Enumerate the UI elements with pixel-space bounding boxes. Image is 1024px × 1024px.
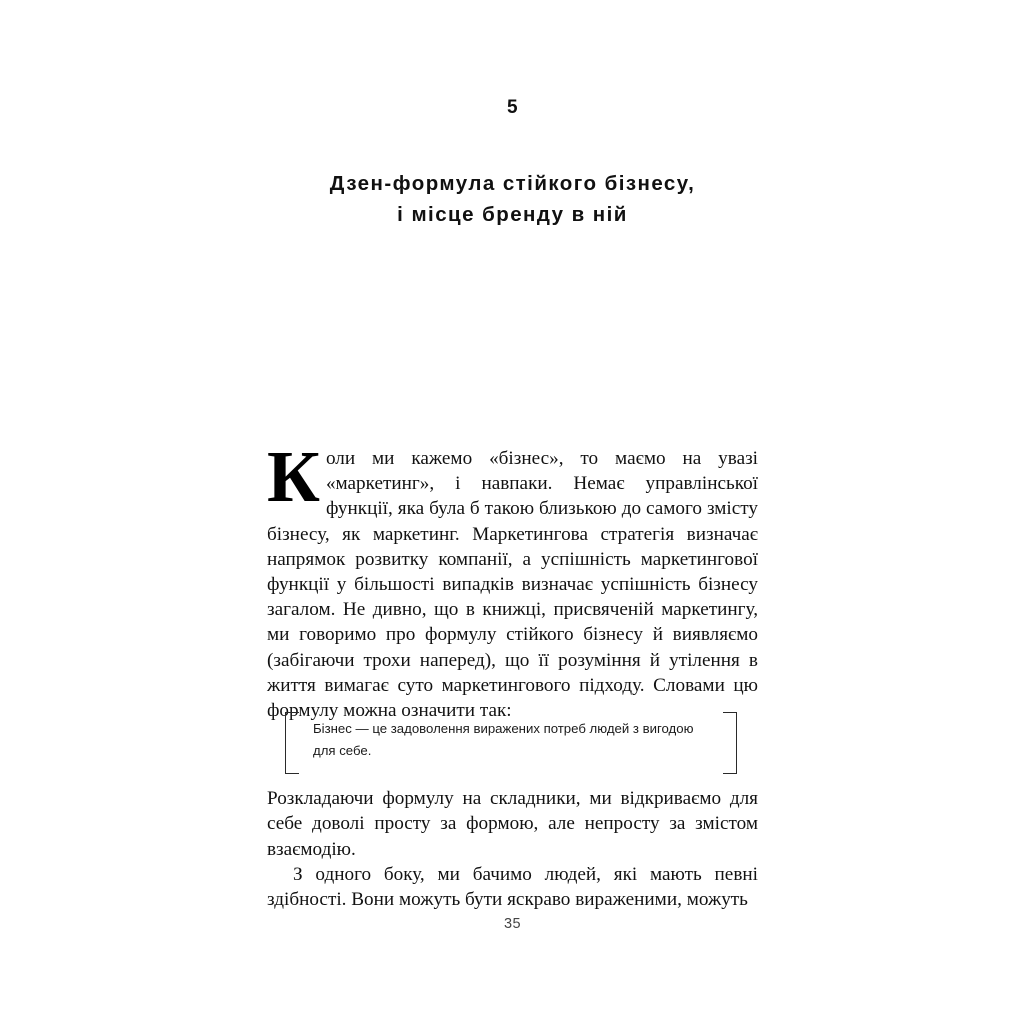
page-number: 35 (504, 916, 521, 932)
callout-box (285, 712, 737, 772)
chapter-title (267, 168, 758, 230)
drop-cap: К (267, 436, 320, 517)
chapter-title-line-1: Дзен-формула стійкого бізнесу, (329, 171, 696, 195)
paragraph-3: З одного боку, ми бачимо людей, які мають певні здібності. Вони можуть бути яскраво вираженими, можуть (267, 863, 758, 911)
chapter-number: 5 (506, 97, 519, 118)
opening-paragraph (267, 436, 758, 723)
body-text-block (267, 436, 758, 912)
callout-text: Бізнес — це задоволення виражених потреб людей з вигодою для себе. (313, 721, 694, 758)
chapter-title-line-2: і місце бренду в ній (397, 202, 628, 226)
opening-paragraph-text: оли ми кажемо «бізнес», то маємо на увазі «маркетинг», і навпаки. Немає управлінської функції, яка була б такою близькою до самого змісту бізнесу, як маркетинг. Маркетингова стратегія визначає напрямок розвитку компанії, а успішність маркетингової функції у більшості випадків визначає успішність бізнесу загалом. Не дивно, що в книжці, присвяченій маркетингу, ми говоримо про формулу стійкого бізнесу й виявляємо (забігаючи трохи наперед), що її розуміння й утілення в життя вимагає суто маркетингового підходу. Словами цю формулу можна означити так: (267, 448, 758, 722)
paragraph-2: Розкладаючи формулу на складники, ми відкриваємо для себе доволі просту за формою, але непросту за змістом взаємодію. (267, 788, 758, 860)
bracket-left-icon (285, 712, 299, 774)
bracket-right-icon (723, 712, 737, 774)
